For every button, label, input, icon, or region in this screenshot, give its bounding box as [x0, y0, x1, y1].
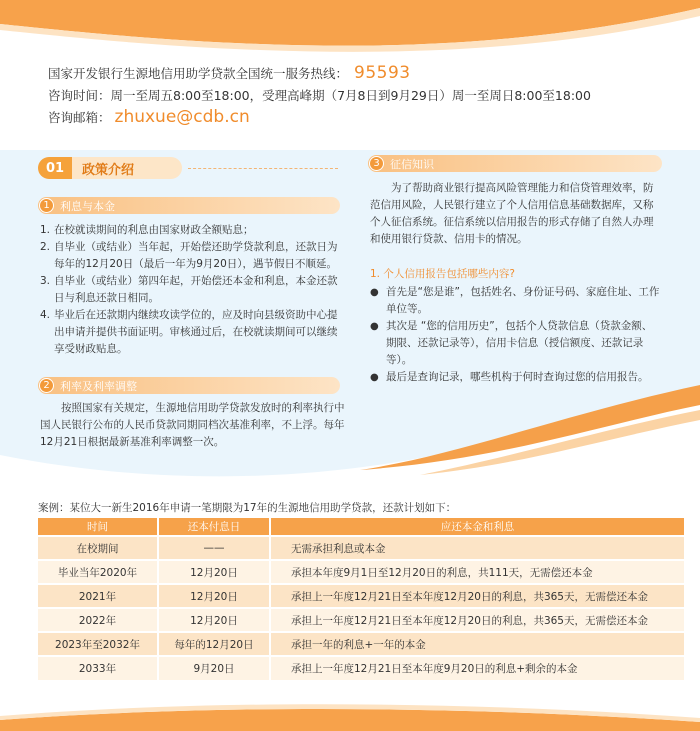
credit-question: 1. 个人信用报告包括哪些内容? — [370, 268, 515, 280]
subheader-title: 征信知识 — [390, 157, 434, 171]
email-link[interactable]: zhuxue@cdb.cn — [114, 107, 250, 127]
subheader-interest-rate — [38, 377, 340, 394]
hotline-number[interactable]: 95593 — [354, 63, 411, 83]
table-row: 毕业当年2020年 12月20日 承担本年度9月1日至12月20日的利息，共111天，无需偿还本金 — [38, 560, 685, 584]
list-item: 1. 在校就读期间的利息由国家财政全额贴息； — [40, 224, 254, 236]
column-header-time: 时间 — [38, 518, 158, 536]
list-item: ● 其次是 “您的信用历史”，包括个人贷款信息（贷款金额、期限、还款记录等），信用卡信息（授信额度、还款记录等）。 — [370, 318, 662, 369]
top-wave-decoration — [0, 0, 700, 60]
contact-block — [48, 62, 668, 128]
list-item: 3. 自毕业（或结业）第四年起，开始偿还本金和利息，本金还款日与利息还款日相同。 — [40, 275, 338, 304]
policy-list — [40, 222, 346, 358]
email-label: 咨询邮箱： — [48, 110, 111, 125]
credit-bullet-list — [370, 284, 662, 386]
column-header-date: 还本付息日 — [158, 518, 270, 536]
bullet-icon: ● — [370, 321, 379, 332]
table-row: 2023年至2032年 每年的12月20日 承担一年的利息+一年的本金 — [38, 632, 685, 656]
case-description: 案例：某位大一新生2016年申请一笔期限为17年的生源地信用助学贷款，还款计划如下： — [38, 502, 457, 514]
table-row: 2022年 12月20日 承担上一年度12月21日至本年度12月20日的利息，共365天，无需偿还本金 — [38, 608, 685, 632]
hotline-label: 国家开发银行生源地信用助学贷款全国统一服务热线： — [48, 66, 349, 81]
list-item: ● 最后是查询记录，哪些机构于何时查询过您的信用报告。 — [370, 369, 662, 386]
dashed-divider — [188, 168, 338, 169]
repayment-table — [38, 518, 686, 680]
subheader-title: 利率及利率调整 — [60, 379, 137, 393]
list-item: 4. 毕业后在还款期内继续攻读学位的，应及时向县级资助中心提出申请并提供书面证明。审核通过后，在校就读期间可以继续享受财政贴息。 — [40, 309, 338, 355]
table-row: 2033年 9月20日 承担上一年度12月21日至本年度9月20日的利息+剩余的本金 — [38, 656, 685, 680]
table-row: 2021年 12月20日 承担上一年度12月21日至本年度12月20日的利息，共365天，无需偿还本金 — [38, 584, 685, 608]
bottom-wave-decoration — [0, 700, 700, 731]
subheader-credit-knowledge — [368, 155, 662, 172]
subheader-title: 利息与本金 — [60, 199, 115, 213]
subheader-number: 1 — [39, 198, 54, 213]
subheader-interest-principal — [38, 197, 340, 214]
bullet-icon: ● — [370, 372, 379, 383]
subheader-number: 3 — [369, 156, 384, 171]
consult-hours: 咨询时间：周一至周五8:00至18:00，受理高峰期（7月8日到9月29日）周一至周日8:00至18:00 — [48, 88, 591, 103]
interest-rate-paragraph: 按照国家有关规定，生源地信用助学贷款发放时的利率执行中国人民银行公布的人民币贷款同期同档次基准利率，不上浮。每年12月21日根据最新基准利率调整一次。 — [40, 402, 345, 448]
table-header-row — [38, 518, 685, 536]
column-header-amount: 应还本金和利息 — [270, 518, 685, 536]
section-number: 01 — [38, 157, 72, 179]
credit-intro-paragraph: 为了帮助商业银行提高风险管理能力和信贷管理效率，防范信用风险，人民银行建立了个人信用信息基础数据库，又称个人征信系统。征信系统以信用报告的形式存储了自然人办理和使用银行贷款、信用卡的情况。 — [370, 182, 654, 245]
subheader-number: 2 — [39, 378, 54, 393]
table-row: 在校期间 —— 无需承担利息或本金 — [38, 536, 685, 560]
section-title: 政策介绍 — [72, 157, 182, 179]
bullet-icon: ● — [370, 287, 379, 298]
list-item: 2. 自毕业（或结业）当年起，开始偿还助学贷款利息，还款日为每年的12月20日（最后一年为9月20日），遇节假日不顺延。 — [40, 241, 338, 270]
policy-section-header — [38, 156, 338, 180]
list-item: ● 首先是“您是谁”，包括姓名、身份证号码、家庭住址、工作单位等。 — [370, 284, 662, 318]
